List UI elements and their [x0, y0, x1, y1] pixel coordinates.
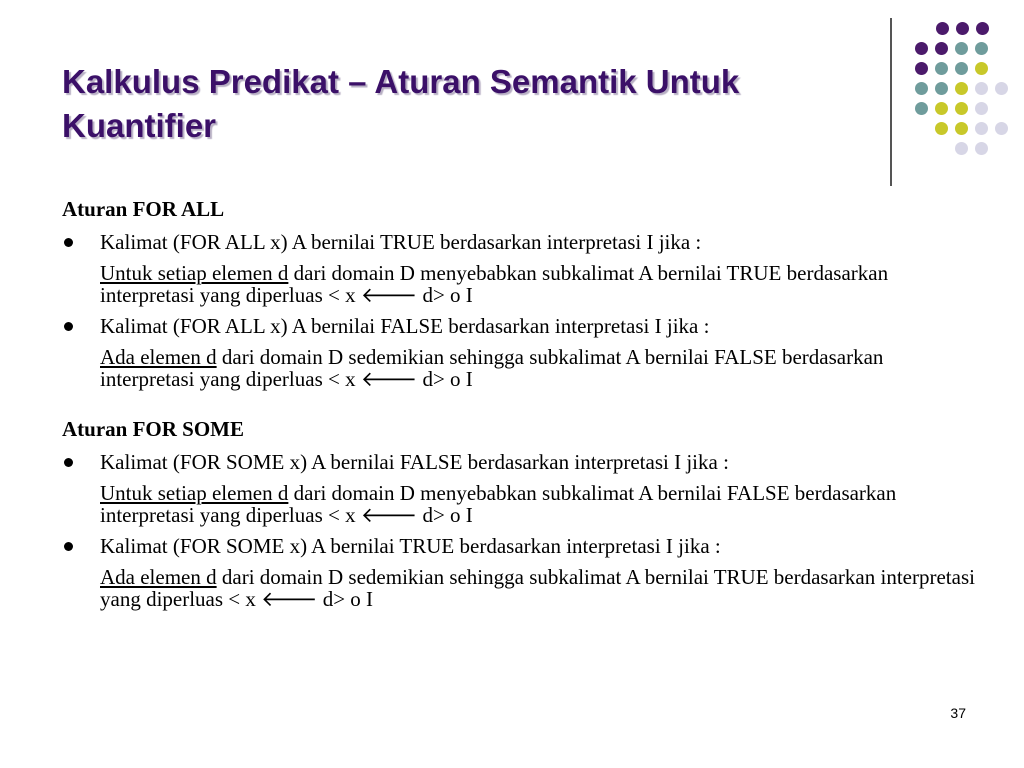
bullet-dot-icon	[64, 322, 73, 331]
decorative-dot	[955, 122, 968, 135]
sub-text: dari domain D menyebabkan subkalimat A bernilai FALSE berdasarkan interpretasi yang diperluas < x	[100, 481, 897, 527]
sub-paragraph	[62, 566, 982, 610]
underlined-phrase: Untuk setiap elemen d	[100, 481, 289, 505]
underlined-phrase: Ada elemen d	[100, 565, 217, 589]
decorative-dot	[975, 122, 988, 135]
decorative-dot	[955, 102, 968, 115]
sub-paragraph	[62, 482, 982, 526]
decorative-dot	[975, 102, 988, 115]
decorative-dot	[995, 82, 1008, 95]
divider-line	[890, 18, 892, 186]
section-heading-for-some: Aturan FOR SOME	[62, 417, 245, 441]
decorative-dot-grid	[0, 0, 1024, 190]
bullet-item	[62, 314, 982, 338]
bullet-dot-icon	[64, 542, 73, 551]
decorative-dot	[995, 122, 1008, 135]
decorative-dot	[935, 122, 948, 135]
bullet-dot-icon	[64, 458, 73, 467]
page-number: 37	[950, 705, 966, 721]
decorative-dot	[975, 42, 988, 55]
bullet-text: Kalimat (FOR ALL x) A bernilai TRUE berdasarkan interpretasi I jika :	[100, 230, 702, 254]
sub-text: dari domain D menyebabkan subkalimat A bernilai TRUE berdasarkan interpretasi yang diperluas < x	[100, 261, 889, 307]
slide-title: Kalkulus Predikat – Aturan Semantik Untuk Kuantifier	[62, 63, 740, 144]
underlined-phrase: Ada elemen d	[100, 345, 217, 369]
decorative-dot	[955, 142, 968, 155]
decorative-dot	[936, 22, 949, 35]
slide-body	[62, 196, 982, 618]
decorative-dot	[975, 62, 988, 75]
bullet-item	[62, 230, 982, 254]
sub-text-end: d> o I	[417, 283, 473, 307]
bullet-item	[62, 450, 982, 474]
decorative-dot	[935, 102, 948, 115]
left-arrow-icon: 🡐	[360, 503, 418, 527]
bullet-text: Kalimat (FOR ALL x) A bernilai FALSE berdasarkan interpretasi I jika :	[100, 314, 710, 338]
decorative-dot	[915, 102, 928, 115]
decorative-dot	[935, 62, 948, 75]
bullet-dot-icon	[64, 238, 73, 247]
decorative-dot	[975, 82, 988, 95]
sub-text-end: d> o I	[317, 587, 374, 611]
bullet-item	[62, 534, 982, 558]
decorative-dot	[955, 82, 968, 95]
decorative-dot	[976, 22, 989, 35]
decorative-dot	[915, 82, 928, 95]
decorative-dot	[975, 142, 988, 155]
decorative-dot	[956, 22, 969, 35]
left-arrow-icon: 🡐	[360, 367, 418, 391]
sub-text-end: d> o I	[417, 367, 473, 391]
decorative-dot	[935, 82, 948, 95]
bullet-text: Kalimat (FOR SOME x) A bernilai TRUE berdasarkan interpretasi I jika :	[100, 534, 721, 558]
underlined-phrase: Untuk setiap elemen d	[100, 261, 289, 285]
decorative-dot	[955, 42, 968, 55]
section-heading-for-all: Aturan FOR ALL	[62, 197, 225, 221]
left-arrow-icon: 🡐	[360, 283, 418, 307]
sub-text: dari domain D sedemikian sehingga subkalimat A bernilai TRUE berdasarkan interpretasi yang diperluas < x	[100, 565, 975, 611]
decorative-dot	[955, 62, 968, 75]
bullet-text: Kalimat (FOR SOME x) A bernilai FALSE berdasarkan interpretasi I jika :	[100, 450, 729, 474]
decorative-dot	[915, 62, 928, 75]
sub-text-end: d> o I	[417, 503, 473, 527]
sub-paragraph	[62, 346, 982, 390]
sub-paragraph	[62, 262, 982, 306]
sub-text: dari domain D sedemikian sehingga subkalimat A bernilai FALSE berdasarkan interpretasi yang diperluas < x	[100, 345, 884, 391]
left-arrow-icon: 🡐	[261, 587, 318, 611]
decorative-dot	[935, 42, 948, 55]
decorative-dot	[915, 42, 928, 55]
